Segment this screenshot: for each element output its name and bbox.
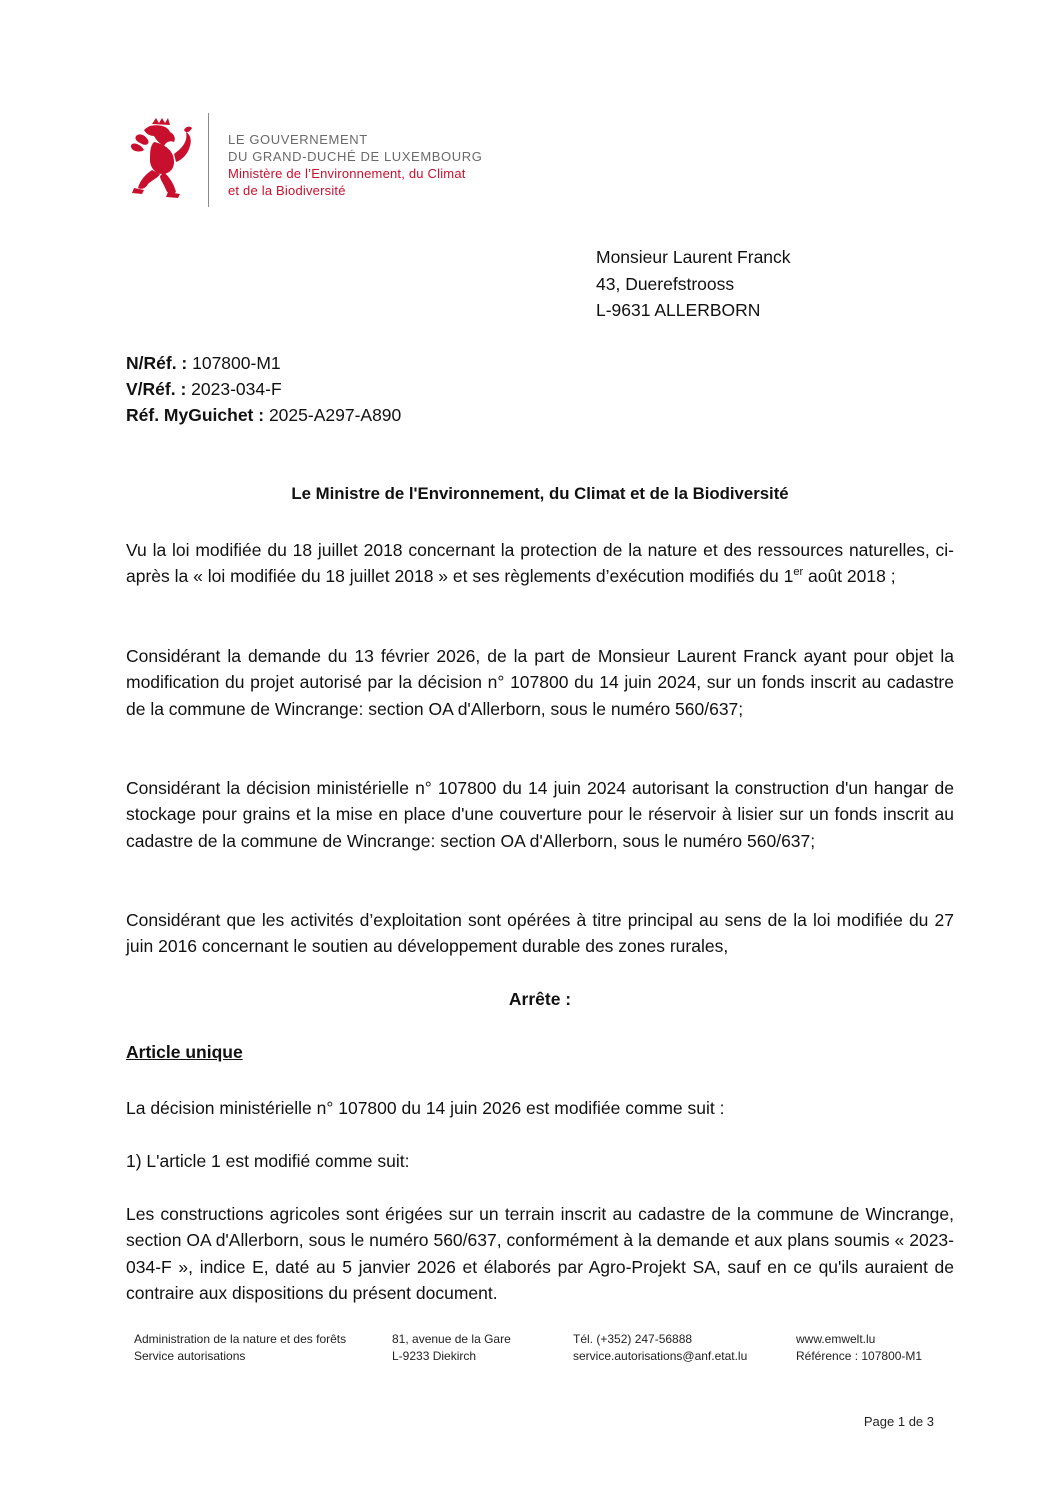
nref-line bbox=[126, 350, 401, 376]
red-lion-icon bbox=[130, 118, 192, 198]
footer-phone: Tél. (+352) 247-56888 bbox=[573, 1332, 693, 1346]
paragraph-activities: Considérant que les activités d’exploitation sont opérées à titre principal au sens de la loi modifiée du 27 juin 2016 concernant le soutien au développement durable des zones rurales, bbox=[126, 910, 954, 957]
footer-web bbox=[796, 1331, 922, 1365]
footer-administration bbox=[134, 1331, 346, 1365]
footer-contact bbox=[573, 1331, 747, 1365]
para1-superscript: er bbox=[793, 566, 804, 579]
footer-reference: Référence : 107800-M1 bbox=[796, 1349, 923, 1363]
footer-city: L-9233 Diekirch bbox=[392, 1349, 477, 1363]
paragraph-request: Considérant la demande du 13 février 2026, de la part de Monsieur Laurent Franck ayant pour objet la modification du projet autorisé par la décision n° 107800 du 14 juin 2024, sur un fonds inscrit au cadastre de la commune de Wincrange: section OA d'Allerborn, sous le numéro 560/637; bbox=[126, 646, 954, 719]
recipient-name: Monsieur Laurent Franck bbox=[596, 247, 791, 267]
ministry-line-2: et de la Biodiversité bbox=[228, 183, 346, 198]
para1-text: Vu la loi modifiée du 18 juillet 2018 concernant la protection de la nature et des ressources naturelles, ci-après la « loi modifiée du 18 juillet 2018 » et ses règlements d’exécution modifiés du 1 bbox=[126, 540, 954, 587]
paragraph-prior-decision: Considérant la décision ministérielle n° 107800 du 14 juin 2024 autorisant la construction d'un hangar de stockage pour grains et la mise en place d'une couverture pour le réservoir à lisier sur un fonds inscrit au cadastre de la commune de Wincrange: section OA d'Allerborn, sous le numéro 560/637; bbox=[126, 778, 954, 851]
vref-value: 2023-034-F bbox=[186, 379, 282, 399]
logo-divider bbox=[208, 113, 209, 207]
page-number: Page 1 de 3 bbox=[863, 1414, 934, 1429]
gov-line-1: LE GOUVERNEMENT bbox=[228, 132, 368, 147]
footer-address bbox=[392, 1331, 511, 1365]
nref-label: N/Réf. : bbox=[126, 353, 188, 373]
vref-line bbox=[126, 376, 401, 402]
paragraph-constructions: Les constructions agricoles sont érigées sur un terrain inscrit au cadastre de la commune de Wincrange, section OA d'Allerborn, sous le numéro 560/637, conformément à la demande et aux plans soumis « 2023-034-F », indice E, daté au 5 janvier 2026 et élaborés par Agro-Projekt SA, sauf en ce qu'ils auraient de contraire aux dispositions du présent document. bbox=[126, 1204, 954, 1304]
footer-website: www.emwelt.lu bbox=[796, 1332, 876, 1346]
document-title: Le Ministre de l'Environnement, du Climat et de la Biodiversité bbox=[291, 484, 789, 503]
recipient-address bbox=[596, 244, 791, 324]
article-heading: Article unique bbox=[126, 1042, 243, 1062]
footer-service: Service autorisations bbox=[134, 1349, 246, 1363]
recipient-street: 43, Duerefstrooss bbox=[596, 273, 735, 294]
ministry-line-1: Ministère de l’Environnement, du Climat bbox=[228, 166, 466, 181]
nref-value: 107800-M1 bbox=[187, 353, 281, 373]
footer-street: 81, avenue de la Gare bbox=[392, 1332, 511, 1346]
myguichet-label: Réf. MyGuichet : bbox=[126, 405, 265, 425]
paragraph-article-1: 1) L'article 1 est modifié comme suit: bbox=[126, 1151, 410, 1171]
vref-label: V/Réf. : bbox=[126, 379, 187, 399]
references-block bbox=[126, 350, 401, 428]
myguichet-line bbox=[126, 402, 401, 428]
recipient-city: L-9631 ALLERBORN bbox=[596, 300, 761, 320]
myguichet-value: 2025-A297-A890 bbox=[264, 405, 402, 425]
paragraph-legal-basis bbox=[126, 537, 954, 590]
arrete-heading: Arrête : bbox=[508, 989, 572, 1009]
gov-line-2: DU GRAND-DUCHÉ DE LUXEMBOURG bbox=[228, 149, 483, 164]
paragraph-modification: La décision ministérielle n° 107800 du 14 juin 2026 est modifiée comme suit : bbox=[126, 1098, 725, 1118]
government-header bbox=[228, 131, 482, 199]
footer-email: service.autorisations@anf.etat.lu bbox=[573, 1349, 748, 1363]
para1-tail: août 2018 ; bbox=[803, 566, 896, 587]
footer-admin-name: Administration de la nature et des forêts bbox=[134, 1332, 347, 1346]
